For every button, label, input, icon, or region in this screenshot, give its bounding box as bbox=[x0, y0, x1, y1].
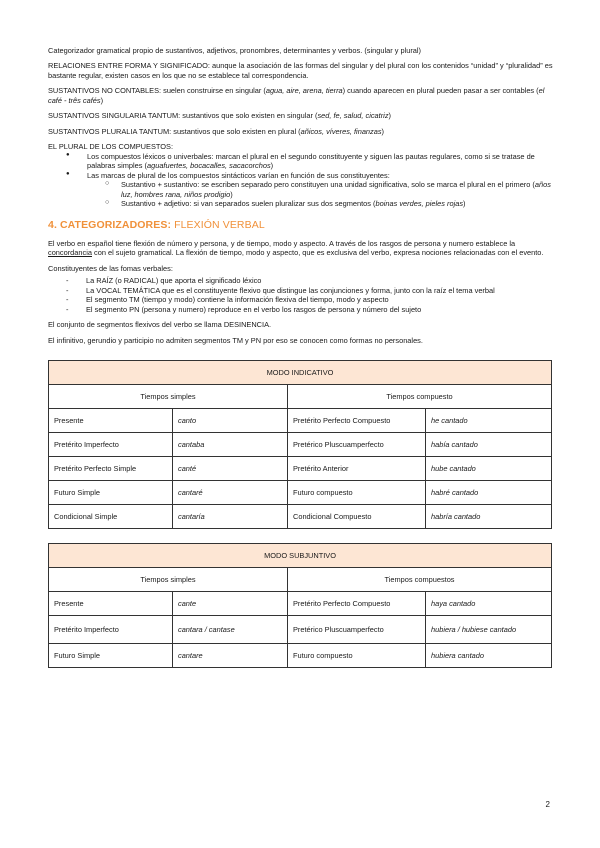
tense-example: habré cantado bbox=[426, 481, 552, 505]
tense-example: canté bbox=[173, 457, 288, 481]
table-title: MODO INDICATIVO bbox=[49, 361, 552, 385]
tense-name: Pretérito Perfecto Simple bbox=[49, 457, 173, 481]
compuestos-list bbox=[48, 152, 553, 209]
constituyentes-list bbox=[48, 276, 553, 314]
tense-example: he cantado bbox=[426, 409, 552, 433]
tense-example: hubiera cantado bbox=[426, 644, 552, 668]
tense-example: hube cantado bbox=[426, 457, 552, 481]
pluralia-paragraph: SUSTANTIVOS PLURALIA TANTUM: sustantivos que solo existen en plural (añicos, víveres, finanzas) bbox=[48, 126, 385, 136]
table-row bbox=[49, 592, 552, 616]
tense-example: canto bbox=[173, 409, 288, 433]
column-header: Tiempos compuesto bbox=[288, 385, 552, 409]
list-item: ● Las marcas de plural de los compuestos sintácticos varían en función de sus constituyentes: bbox=[48, 171, 553, 180]
tense-example: hubiera / hubiese cantado bbox=[426, 616, 552, 644]
tense-example: cantara / cantase bbox=[173, 616, 288, 644]
tense-name: Presente bbox=[49, 409, 173, 433]
tense-name: Pretérito Perfecto Compuesto bbox=[288, 592, 426, 616]
section-heading: 4. CATEGORIZADORES: FLEXIÓN VERBAL bbox=[48, 218, 265, 231]
indicativo-table bbox=[48, 360, 552, 529]
tense-name: Presente bbox=[49, 592, 173, 616]
list-item: - La VOCAL TEMÁTICA que es el constituyente flexivo que distingue las conjunciones y forma, junto con la raíz el tema verbal bbox=[48, 286, 553, 295]
tense-name: Futuro compuesto bbox=[288, 644, 426, 668]
table-row bbox=[49, 505, 552, 529]
tense-name: Futuro Simple bbox=[49, 481, 173, 505]
table-row bbox=[49, 616, 552, 644]
table-row bbox=[49, 433, 552, 457]
tense-name: Pretérito Anterior bbox=[288, 457, 426, 481]
tense-name: Condicional Simple bbox=[49, 505, 173, 529]
column-header: Tiempos simples bbox=[49, 385, 288, 409]
desinencia-paragraph: El conjunto de segmentos flexivos del verbo se llama DESINENCIA. bbox=[48, 320, 272, 330]
list-item: ● Los compuestos léxicos o univerbales: marcan el plural en el segundo constituyente y siguen las pautas regulares, como si se tratase de palabras simples (aguafuertes, bocacalles, sacacorchos) bbox=[48, 152, 553, 171]
list-item: - El segmento PN (persona y numero) reproduce en el verbo los rasgos de persona y número del sujeto bbox=[48, 305, 553, 314]
compuestos-title: EL PLURAL DE LOS COMPUESTOS: bbox=[48, 142, 173, 152]
tense-example: cantaré bbox=[173, 481, 288, 505]
tense-example: cante bbox=[173, 592, 288, 616]
table-row bbox=[49, 409, 552, 433]
constituyentes-title: Constituyentes de las fomas verbales: bbox=[48, 263, 173, 273]
list-item: - La RAÍZ (o RADICAL) que aporta el significado léxico bbox=[48, 276, 553, 285]
relaciones-paragraph: RELACIONES ENTRE FORMA Y SIGNIFICADO: aunque la asociación de las formas del singular y del plural con los contenidos “unidad” y “pluralidad” es bastante regular, existen casos en los que no se establece tal correspondencia. bbox=[48, 61, 553, 80]
list-item: - El segmento TM (tiempo y modo) contiene la información flexiva del tiempo, modo y aspecto bbox=[48, 295, 553, 304]
table-row bbox=[49, 457, 552, 481]
singularia-paragraph: SUSTANTIVOS SINGULARIA TANTUM: sustantivos que solo existen en singular (sed, fe, salud, cicatriz) bbox=[48, 111, 391, 121]
tense-name: Pretérito Perfecto Compuesto bbox=[288, 409, 426, 433]
intro-line: Categorizador gramatical propio de sustantivos, adjetivos, pronombres, determinantes y verbos. (singular y plural) bbox=[48, 46, 421, 55]
list-item: ○ Sustantivo + sustantivo: se escriben separado pero constituyen una unidad significativa, solo se marca el plural en el primero (años luz, hombres rana, niños prodigio) bbox=[48, 180, 553, 199]
table-row bbox=[49, 644, 552, 668]
tense-name: Futuro compuesto bbox=[288, 481, 426, 505]
document-page bbox=[48, 46, 553, 682]
table-row bbox=[49, 481, 552, 505]
tense-name: Pretérito Imperfecto bbox=[49, 433, 173, 457]
tense-name: Pretérico Pluscuamperfecto bbox=[288, 616, 426, 644]
table-title: MODO SUBJUNTIVO bbox=[49, 544, 552, 568]
page-number: 2 bbox=[545, 800, 550, 809]
column-header: Tiempos compuestos bbox=[288, 568, 552, 592]
column-header: Tiempos simples bbox=[49, 568, 288, 592]
flexion-paragraph: El verbo en español tiene flexión de número y persona, y de tiempo, modo y aspecto. A través de los rasgos de persona y numero establece la concordancia con el sujeto gramatical. La flexión de tiempo, modo y aspecto, que es exclusiva del verbo, expresa nociones relacionadas con el evento. bbox=[48, 239, 544, 258]
tense-example: cantaría bbox=[173, 505, 288, 529]
subjuntivo-table bbox=[48, 543, 552, 668]
tense-name: Condicional Compuesto bbox=[288, 505, 426, 529]
list-item: ○ Sustantivo + adjetivo: si van separados suelen pluralizar sus dos segmentos (boinas verdes, pieles rojas) bbox=[48, 199, 553, 208]
no-personales-paragraph: El infinitivo, gerundio y participio no admiten segmentos TM y PN por eso se conocen como formas no personales. bbox=[48, 335, 423, 345]
tense-example: había cantado bbox=[426, 433, 552, 457]
tense-example: haya cantado bbox=[426, 592, 552, 616]
tense-example: habría cantado bbox=[426, 505, 552, 529]
tense-name: Futuro Simple bbox=[49, 644, 173, 668]
tense-example: cantaba bbox=[173, 433, 288, 457]
tense-name: Pretérito Imperfecto bbox=[49, 616, 173, 644]
no-contables-paragraph: SUSTANTIVOS NO CONTABLES: suelen construirse en singular (agua, aire, arena, tierra) cuando aparecen en plural pueden pasar a ser contables (el café - três cafés) bbox=[48, 86, 545, 105]
tense-example: cantare bbox=[173, 644, 288, 668]
tense-name: Pretérico Pluscuamperfecto bbox=[288, 433, 426, 457]
